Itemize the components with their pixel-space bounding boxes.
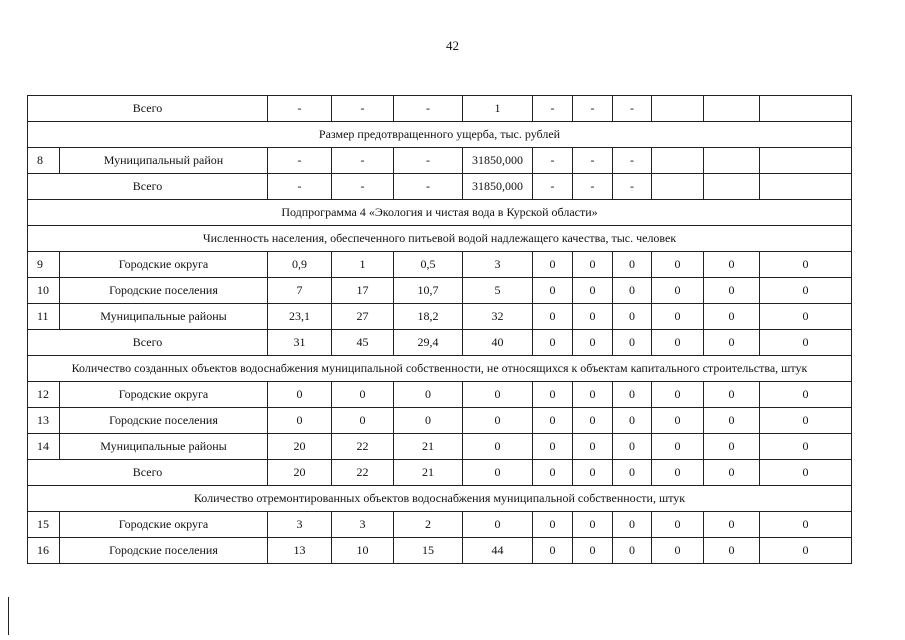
row-number: 8 bbox=[28, 148, 60, 174]
table-row bbox=[28, 434, 852, 460]
value-cell bbox=[760, 96, 852, 122]
value-cell: 0 bbox=[573, 304, 613, 330]
value-cell: - bbox=[613, 148, 652, 174]
value-cell: 0 bbox=[760, 278, 852, 304]
value-cell: - bbox=[613, 174, 652, 200]
value-cell: 0 bbox=[573, 408, 613, 434]
value-cell: 0 bbox=[573, 252, 613, 278]
value-cell: 0 bbox=[533, 330, 573, 356]
value-cell: 0 bbox=[394, 408, 463, 434]
row-label: Городские поселения bbox=[60, 278, 268, 304]
value-cell: 0 bbox=[760, 252, 852, 278]
value-cell: 0 bbox=[760, 434, 852, 460]
value-cell: 0 bbox=[760, 538, 852, 564]
value-cell: 0 bbox=[652, 252, 704, 278]
value-cell: 22 bbox=[332, 434, 394, 460]
value-cell: 0 bbox=[573, 278, 613, 304]
value-cell: 0 bbox=[533, 538, 573, 564]
value-cell: 0 bbox=[704, 460, 760, 486]
value-cell: 0 bbox=[760, 512, 852, 538]
value-cell: 0 bbox=[613, 460, 652, 486]
value-cell: 0 bbox=[573, 382, 613, 408]
total-row bbox=[28, 460, 852, 486]
table-row bbox=[28, 538, 852, 564]
row-number: 12 bbox=[28, 382, 60, 408]
table-row bbox=[28, 278, 852, 304]
value-cell: 0 bbox=[760, 408, 852, 434]
value-cell: 0 bbox=[463, 460, 533, 486]
value-cell bbox=[652, 174, 704, 200]
value-cell: 0 bbox=[760, 382, 852, 408]
value-cell: 0 bbox=[533, 278, 573, 304]
value-cell: - bbox=[394, 174, 463, 200]
value-cell: 0 bbox=[463, 512, 533, 538]
value-cell: 0 bbox=[613, 330, 652, 356]
total-row bbox=[28, 96, 852, 122]
value-cell: 0 bbox=[652, 330, 704, 356]
table-row bbox=[28, 408, 852, 434]
value-cell: 0 bbox=[704, 330, 760, 356]
value-cell bbox=[760, 174, 852, 200]
value-cell: - bbox=[533, 96, 573, 122]
value-cell: 0 bbox=[268, 382, 332, 408]
value-cell: 0 bbox=[533, 304, 573, 330]
table-row bbox=[28, 252, 852, 278]
value-cell: 0 bbox=[533, 434, 573, 460]
value-cell: 0,5 bbox=[394, 252, 463, 278]
value-cell: 0 bbox=[573, 512, 613, 538]
value-cell: 0 bbox=[332, 408, 394, 434]
value-cell: 40 bbox=[463, 330, 533, 356]
row-number: 16 bbox=[28, 538, 60, 564]
value-cell: 21 bbox=[394, 434, 463, 460]
row-label: Городские поселения bbox=[60, 538, 268, 564]
value-cell: 0 bbox=[613, 304, 652, 330]
value-cell: 0 bbox=[652, 278, 704, 304]
section-header: Численность населения, обеспеченного питьевой водой надлежащего качества, тыс. человек bbox=[28, 226, 852, 252]
value-cell: - bbox=[573, 96, 613, 122]
value-cell: 0 bbox=[704, 408, 760, 434]
value-cell: - bbox=[613, 96, 652, 122]
value-cell: 15 bbox=[394, 538, 463, 564]
value-cell: - bbox=[332, 148, 394, 174]
value-cell: 0 bbox=[463, 408, 533, 434]
value-cell: 5 bbox=[463, 278, 533, 304]
value-cell: 44 bbox=[463, 538, 533, 564]
value-cell bbox=[704, 148, 760, 174]
value-cell: - bbox=[573, 148, 613, 174]
value-cell: 0 bbox=[613, 252, 652, 278]
value-cell: - bbox=[533, 174, 573, 200]
row-number: 13 bbox=[28, 408, 60, 434]
value-cell: 13 bbox=[268, 538, 332, 564]
value-cell: 0 bbox=[573, 538, 613, 564]
value-cell: 45 bbox=[332, 330, 394, 356]
section-header: Количество созданных объектов водоснабжения муниципальной собственности, не относящихся к объектам капитального строительства, штук bbox=[28, 356, 852, 382]
value-cell: 1 bbox=[463, 96, 533, 122]
value-cell: 0 bbox=[704, 304, 760, 330]
value-cell: 0 bbox=[613, 538, 652, 564]
value-cell: 0 bbox=[533, 408, 573, 434]
table-row bbox=[28, 148, 852, 174]
value-cell: 0 bbox=[533, 512, 573, 538]
value-cell: 0 bbox=[533, 460, 573, 486]
value-cell: 0 bbox=[652, 304, 704, 330]
value-cell: 3 bbox=[463, 252, 533, 278]
value-cell: 10 bbox=[332, 538, 394, 564]
value-cell: - bbox=[332, 96, 394, 122]
value-cell: 0 bbox=[573, 330, 613, 356]
value-cell: 7 bbox=[268, 278, 332, 304]
value-cell: 23,1 bbox=[268, 304, 332, 330]
section-header-row bbox=[28, 356, 852, 382]
value-cell: 0 bbox=[533, 382, 573, 408]
total-label: Всего bbox=[28, 330, 268, 356]
row-number: 14 bbox=[28, 434, 60, 460]
value-cell: 0 bbox=[760, 460, 852, 486]
value-cell: 0 bbox=[652, 538, 704, 564]
value-cell: 0 bbox=[760, 330, 852, 356]
table-row bbox=[28, 512, 852, 538]
table-body bbox=[28, 96, 852, 564]
value-cell bbox=[652, 148, 704, 174]
value-cell: - bbox=[332, 174, 394, 200]
value-cell: 0 bbox=[704, 382, 760, 408]
value-cell: 0 bbox=[704, 252, 760, 278]
value-cell: 0 bbox=[652, 408, 704, 434]
value-cell: 0 bbox=[332, 382, 394, 408]
value-cell: 31 bbox=[268, 330, 332, 356]
indicators-table bbox=[27, 95, 852, 564]
value-cell: 0 bbox=[704, 434, 760, 460]
value-cell: 0 bbox=[268, 408, 332, 434]
value-cell: 0 bbox=[463, 382, 533, 408]
section-header-row bbox=[28, 200, 852, 226]
total-label: Всего bbox=[28, 174, 268, 200]
section-header-row bbox=[28, 226, 852, 252]
total-label: Всего bbox=[28, 96, 268, 122]
value-cell bbox=[704, 174, 760, 200]
value-cell: - bbox=[533, 148, 573, 174]
row-label: Муниципальные районы bbox=[60, 434, 268, 460]
row-label: Городские поселения bbox=[60, 408, 268, 434]
row-number: 11 bbox=[28, 304, 60, 330]
value-cell: 0,9 bbox=[268, 252, 332, 278]
value-cell: 1 bbox=[332, 252, 394, 278]
value-cell: 22 bbox=[332, 460, 394, 486]
value-cell: 0 bbox=[613, 434, 652, 460]
row-label: Муниципальные районы bbox=[60, 304, 268, 330]
table-row bbox=[28, 304, 852, 330]
value-cell: 0 bbox=[613, 278, 652, 304]
value-cell: 0 bbox=[573, 434, 613, 460]
row-label: Городские округа bbox=[60, 512, 268, 538]
value-cell: 0 bbox=[613, 382, 652, 408]
row-number: 9 bbox=[28, 252, 60, 278]
value-cell bbox=[652, 96, 704, 122]
value-cell bbox=[704, 96, 760, 122]
table-row bbox=[28, 382, 852, 408]
value-cell: 0 bbox=[652, 434, 704, 460]
value-cell: 31850,000 bbox=[463, 174, 533, 200]
value-cell: 20 bbox=[268, 460, 332, 486]
section-header-row bbox=[28, 122, 852, 148]
row-number: 15 bbox=[28, 512, 60, 538]
value-cell: 29,4 bbox=[394, 330, 463, 356]
row-label: Муниципальный район bbox=[60, 148, 268, 174]
value-cell: 31850,000 bbox=[463, 148, 533, 174]
value-cell: - bbox=[394, 96, 463, 122]
value-cell: 0 bbox=[652, 460, 704, 486]
value-cell: 18,2 bbox=[394, 304, 463, 330]
value-cell: 0 bbox=[704, 538, 760, 564]
value-cell: 21 bbox=[394, 460, 463, 486]
value-cell: 0 bbox=[652, 512, 704, 538]
section-header: Размер предотвращенного ущерба, тыс. рублей bbox=[28, 122, 852, 148]
value-cell: 0 bbox=[652, 382, 704, 408]
value-cell: - bbox=[268, 148, 332, 174]
value-cell: 10,7 bbox=[394, 278, 463, 304]
value-cell: - bbox=[394, 148, 463, 174]
total-label: Всего bbox=[28, 460, 268, 486]
value-cell: 2 bbox=[394, 512, 463, 538]
value-cell: 32 bbox=[463, 304, 533, 330]
value-cell: 0 bbox=[704, 512, 760, 538]
value-cell: 0 bbox=[760, 304, 852, 330]
value-cell: 0 bbox=[533, 252, 573, 278]
value-cell: 17 bbox=[332, 278, 394, 304]
value-cell: 0 bbox=[573, 460, 613, 486]
section-header: Количество отремонтированных объектов водоснабжения муниципальной собственности, штук bbox=[28, 486, 852, 512]
total-row bbox=[28, 174, 852, 200]
section-header: Подпрограмма 4 «Экология и чистая вода в Курской области» bbox=[28, 200, 852, 226]
total-row bbox=[28, 330, 852, 356]
value-cell: 0 bbox=[704, 278, 760, 304]
value-cell: 0 bbox=[613, 512, 652, 538]
value-cell: - bbox=[268, 96, 332, 122]
value-cell: - bbox=[573, 174, 613, 200]
value-cell: 3 bbox=[332, 512, 394, 538]
page-number: 42 bbox=[446, 38, 459, 53]
value-cell: 0 bbox=[394, 382, 463, 408]
value-cell bbox=[760, 148, 852, 174]
value-cell: 20 bbox=[268, 434, 332, 460]
row-label: Городские округа bbox=[60, 252, 268, 278]
value-cell: 27 bbox=[332, 304, 394, 330]
value-cell: - bbox=[268, 174, 332, 200]
margin-line bbox=[8, 597, 9, 635]
value-cell: 0 bbox=[463, 434, 533, 460]
value-cell: 0 bbox=[613, 408, 652, 434]
row-number: 10 bbox=[28, 278, 60, 304]
row-label: Городские округа bbox=[60, 382, 268, 408]
section-header-row bbox=[28, 486, 852, 512]
value-cell: 3 bbox=[268, 512, 332, 538]
